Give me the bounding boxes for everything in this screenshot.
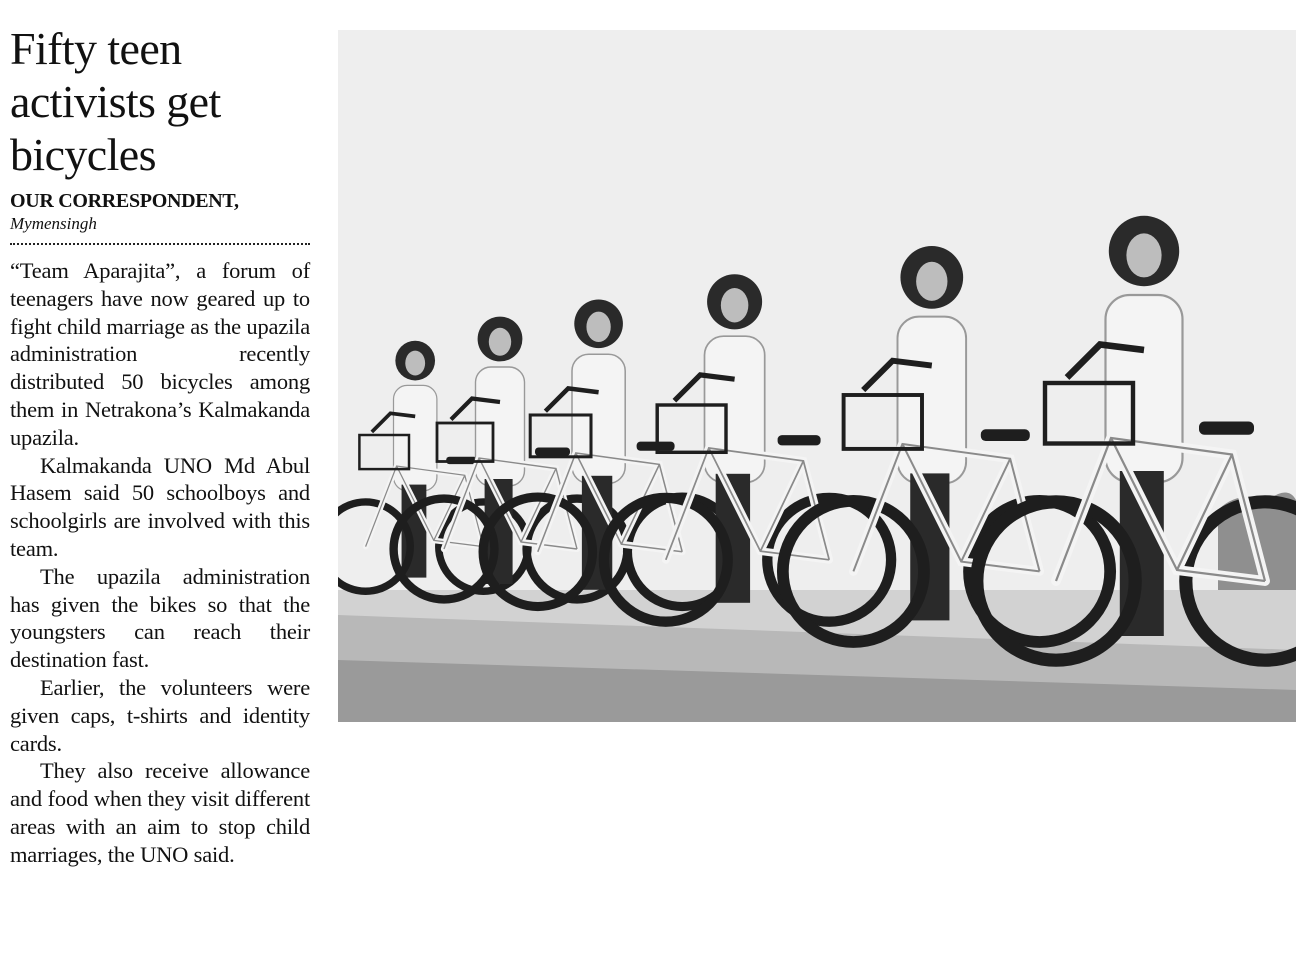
bicycle-seat bbox=[1199, 422, 1254, 435]
article-body bbox=[10, 257, 310, 869]
bicycle-seat bbox=[535, 448, 570, 456]
face bbox=[586, 312, 610, 342]
face bbox=[721, 288, 749, 322]
dateline: Mymensingh bbox=[10, 214, 97, 233]
paragraph: They also receive allowance and food when they visit different areas with an aim to stop child marriages, the UNO said. bbox=[10, 758, 310, 867]
article bbox=[10, 22, 310, 869]
paragraph: Earlier, the volunteers were given caps, t-shirts and identity cards. bbox=[10, 674, 310, 756]
face bbox=[489, 328, 511, 356]
byline: OUR CORRESPONDENT, bbox=[10, 190, 239, 212]
face bbox=[405, 351, 425, 376]
face bbox=[916, 262, 947, 301]
paragraph: “Team Aparajita”, a forum of teenagers have now geared up to fight child marriage as the upazila administration recently distributed 50 bicycles among them in Netrakona’s Kalmakanda upazila. bbox=[10, 258, 310, 450]
dotted-divider bbox=[10, 243, 310, 245]
news-photo bbox=[338, 30, 1296, 722]
face bbox=[1126, 233, 1161, 277]
bicycle-seat bbox=[778, 435, 821, 445]
paragraph: The upazila administration has given the bikes so that the youngsters can reach their destination fast. bbox=[10, 563, 310, 673]
headline: Fifty teen activists get bicycles bbox=[10, 23, 221, 180]
bicycle-group-illustration bbox=[338, 30, 1296, 722]
bicycle-seat bbox=[981, 429, 1030, 441]
paragraph: Kalmakanda UNO Md Abul Hasem said 50 schoolboys and schoolgirls are involved with this team. bbox=[10, 452, 310, 561]
